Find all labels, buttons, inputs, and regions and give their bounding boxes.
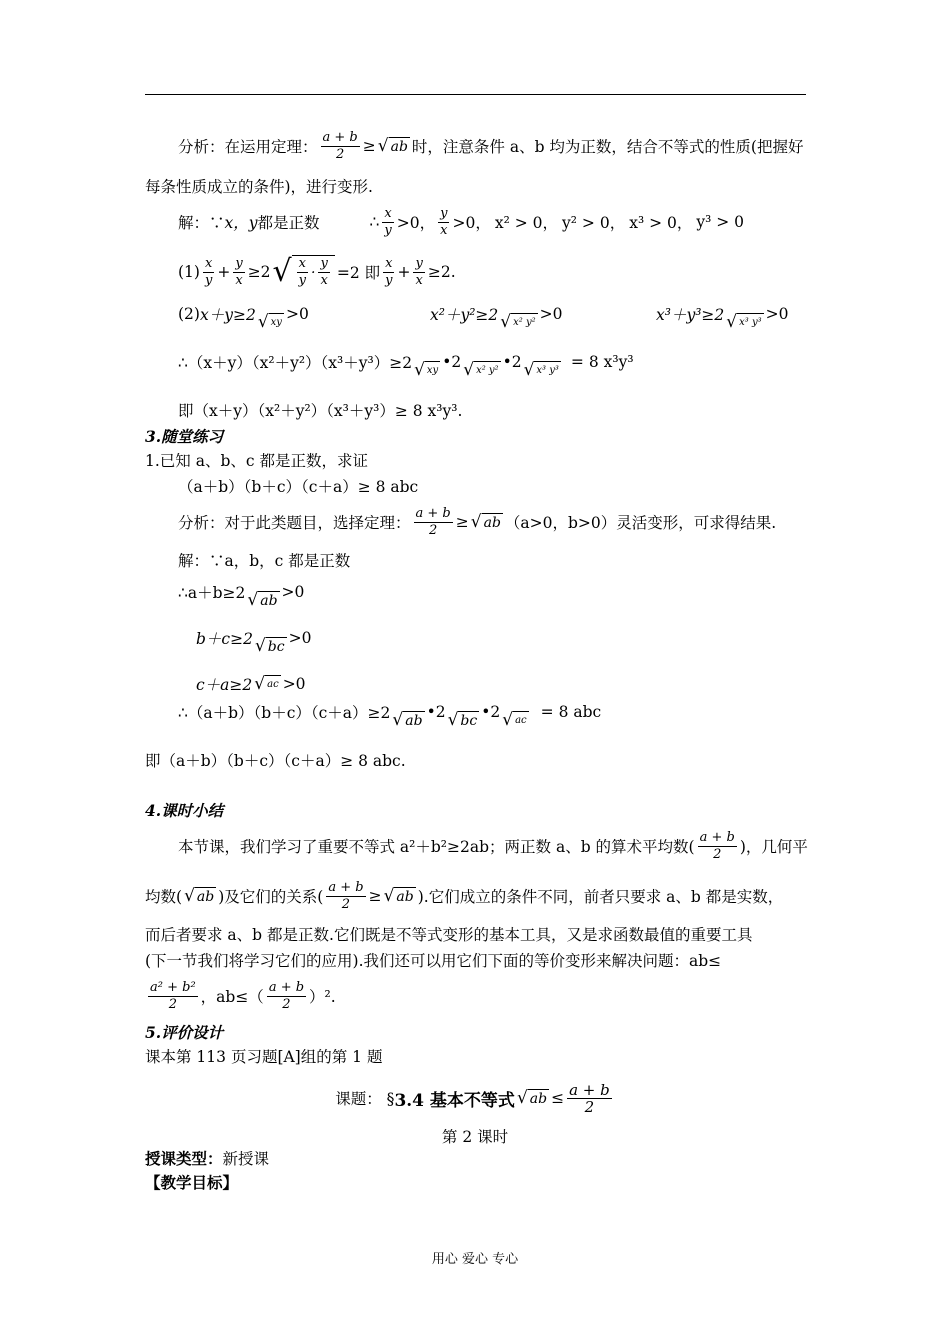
lesson-type: 授课类型： 新授课	[145, 1149, 270, 1168]
page-footer: 用心 爱心 专心	[431, 1252, 519, 1267]
solution-2-line-1: ∴a＋b≥2 √ ab >0	[178, 583, 305, 610]
y-over-x: $\frac{y}{x}$	[440, 205, 448, 238]
solution-2-lead: 解：∵a，b，c 都是正数	[178, 552, 351, 570]
therefore-line-1: ∴（x＋y）（x²＋y²）（x³＋y³）≥2 √ xy •2 √ x² y² •2 √ x³ y³ = 8 x³y³	[178, 353, 634, 380]
conclusion-2: 即（a＋b）（b＋c）（c＋a）≥ 8 abc.	[145, 752, 406, 770]
question-1: 1.已知 a、b、c 都是正数，求证	[145, 452, 368, 470]
solution-line-1: 解：∵ x，y 都是正数 ∴ $\frac{x}{y}$ >0， $\frac{y}{x}$ >0， x² > 0， y² > 0， x³ > 0， y³ > 0	[178, 205, 745, 238]
section-4-heading: 4.课时小结	[145, 801, 224, 820]
objectives-heading: 【教学目标】	[145, 1173, 239, 1192]
evaluation-text: 课本第 113 页习题[A]组的第 1 题	[145, 1048, 383, 1066]
step-2b: x²＋y²≥2 √ x² y² >0	[430, 305, 563, 332]
summary-line-2: 均数( √ ab )及它们的关系( $\frac{a + b}{2}$ ≥ √ ab ).它们成立的条件不同，前者只要求 a、b 都是实数，	[145, 879, 784, 912]
solution-2-product: ∴（a＋b）（b＋c）（c＋a）≥2 √ ab •2 √ bc •2 √ ac = 8 abc	[178, 703, 602, 730]
summary-line-5: $\frac{\text{a² + b²}}{2}$ ，ab≤（ $\frac{a + b}{2}$ ）².	[150, 979, 336, 1012]
analysis-line-1	[178, 128, 803, 164]
step-2a: (2) x＋y≥2 √ xy >0	[178, 305, 309, 332]
question-1-expression: （a＋b）（b＋c）（c＋a）≥ 8 abc	[178, 478, 419, 496]
theorem-fraction: $\frac{a + b}{2}$	[322, 129, 358, 162]
period-label: 第 2 课时	[441, 1128, 509, 1146]
sqrt-product: √ $\frac{x}{y}$ · $\frac{y}{x}$	[273, 255, 335, 289]
header-rule	[145, 94, 806, 95]
analysis-text: 时，注意条件 a、b 均为正数，结合不等式的性质(把握好	[411, 138, 804, 156]
summary-line-4: (下一节我们将学习它们的应用).我们还可以用它们下面的等价变形来解决问题：ab≤	[145, 952, 722, 970]
topic-title: 课题： § 3.4 基本不等式 √ ab ≤ $\frac{a + b}{2}$	[335, 1080, 610, 1116]
step-2c: x³＋y³≥2 √ x³ y³ >0	[656, 305, 789, 332]
solution-2-line-3: c＋a≥2 √ ac >0	[196, 673, 306, 694]
step-1: (1) $\frac{x}{y}$ + $\frac{y}{x}$ ≥2 √ $\frac{x}{y}$ · $\frac{y}{x}$ =2 即 $\frac{x}{y}$ + $\frac{y}{x}$ ≥2.	[178, 254, 456, 289]
summary-line-3: 而后者要求 a、b 都是正数.它们既是不等式变形的基本工具，又是求函数最值的重要工具	[145, 926, 753, 944]
x-over-y: $\frac{x}{y}$	[384, 205, 392, 238]
sqrt-ab: √ ab	[377, 135, 408, 156]
ge-sign: ≥	[362, 137, 376, 155]
analysis-lead: 分析：在运用定理：	[178, 138, 318, 156]
section-3-heading: 3.随堂练习	[145, 427, 224, 446]
section-5-heading: 5.评价设计	[145, 1023, 224, 1042]
summary-line-1: 本节课，我们学习了重要不等式 a²＋b²≥2ab；两正数 a、b 的算术平均数( $\frac{a + b}{2}$ )，几何平	[178, 829, 808, 862]
conclusion-1: 即（x＋y）（x²＋y²）（x³＋y³）≥ 8 x³y³.	[178, 402, 463, 420]
analysis-line-2: 每条性质成立的条件)，进行变形.	[145, 178, 373, 196]
solution-2-line-2: b＋c≥2 √ bc >0	[196, 629, 312, 656]
analysis-2: 分析：对于此类题目，选择定理： $\frac{a + b}{2}$ ≥ √ ab （a>0，b>0）灵活变形，可求得结果.	[178, 505, 777, 538]
